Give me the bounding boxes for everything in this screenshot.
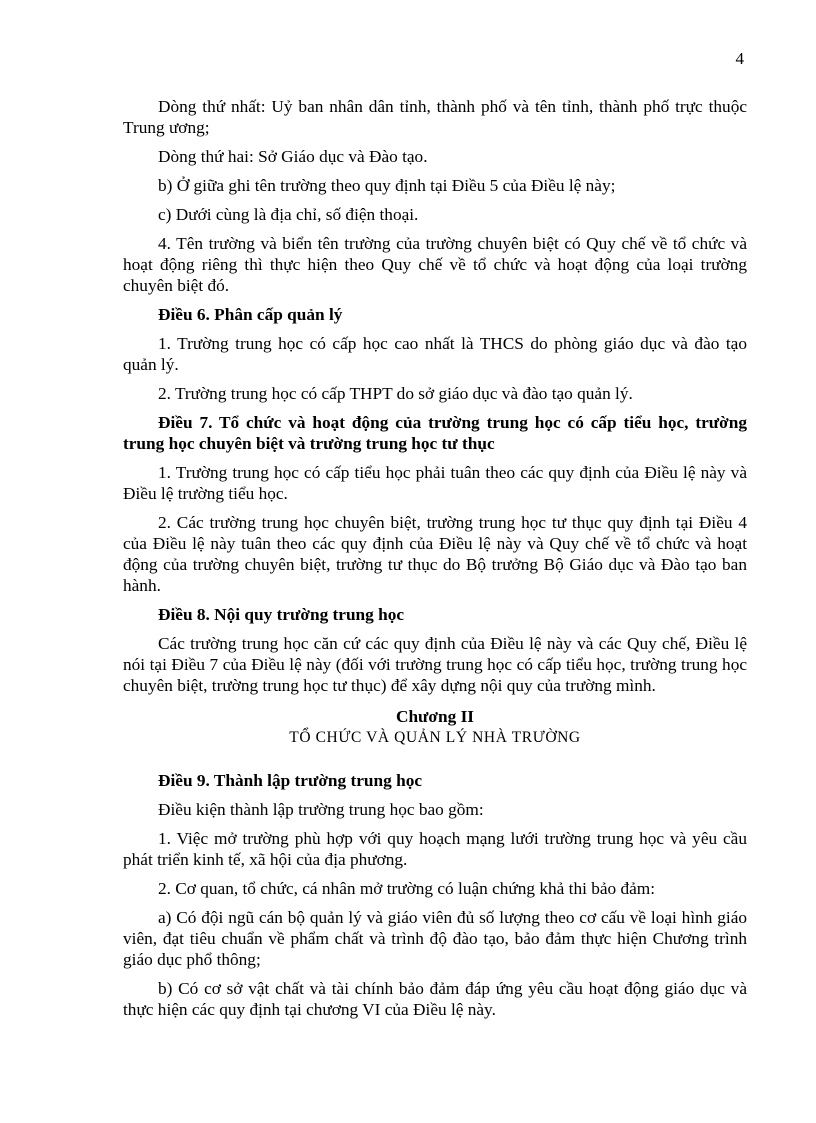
- paragraph: b) Ở giữa ghi tên trường theo quy định tại Điều 5 của Điều lệ này;: [158, 176, 616, 195]
- paragraph: 4. Tên trường và biển tên trường của trường chuyên biệt có Quy chế về tổ chức và hoạt động riêng thì thực hiện theo Quy chế về tổ chức và hoạt động của loại trường chuyên biệt đó.: [123, 234, 747, 295]
- paragraph: Dòng thứ hai: Sở Giáo dục và Đào tạo.: [158, 147, 428, 166]
- paragraph: 1. Việc mở trường phù hợp với quy hoạch mạng lưới trường trung học và yêu cầu phát triển kinh tế, xã hội của địa phương.: [123, 829, 747, 869]
- paragraph: 2. Cơ quan, tổ chức, cá nhân mở trường có luận chứng khả thi bảo đảm:: [158, 879, 656, 898]
- paragraph: c) Dưới cùng là địa chỉ, số điện thoại.: [158, 205, 419, 224]
- paragraph: b) Có cơ sở vật chất và tài chính bảo đảm đáp ứng yêu cầu hoạt động giáo dục và thực hiện các quy định tại chương VI của Điều lệ này.: [123, 979, 747, 1019]
- paragraph: 2. Trường trung học có cấp THPT do sở giáo dục và đào tạo quản lý.: [158, 384, 633, 403]
- paragraph: 2. Các trường trung học chuyên biệt, trường trung học tư thục quy định tại Điều 4 của Điều lệ này tuân theo các quy định của Điều lệ này và Quy chế về tổ chức và hoạt động của trường chuyên biệt, trường tư thục do Bộ trưởng Bộ Giáo dục và Đào tạo ban hành.: [123, 513, 747, 595]
- document-body: [123, 96, 747, 1028]
- paragraph: Các trường trung học căn cứ các quy định của Điều lệ này và các Quy chế, Điều lệ nói tại Điều 7 của Điều lệ này (đối với trường trung học có cấp tiểu học, trường trung học chuyên biệt, trường trung học tư thục) để xây dựng nội quy của trường mình.: [123, 634, 747, 695]
- article-heading: Điều 8. Nội quy trường trung học: [158, 605, 405, 624]
- chapter-title: Chương II: [395, 707, 475, 726]
- article-heading: Điều 7. Tổ chức và hoạt động của trường trung học có cấp tiểu học, trường trung học chuyên biệt và trường trung học tư thục: [123, 413, 747, 453]
- page-number: 4: [735, 49, 744, 68]
- paragraph: Dòng thứ nhất: Uỷ ban nhân dân tỉnh, thành phố và tên tỉnh, thành phố trực thuộc Trung ương;: [123, 97, 747, 137]
- paragraph: 1. Trường trung học có cấp học cao nhất là THCS do phòng giáo dục và đào tạo quản lý.: [123, 334, 747, 374]
- article-heading: Điều 6. Phân cấp quản lý: [158, 305, 343, 324]
- paragraph: Điều kiện thành lập trường trung học bao gồm:: [158, 800, 484, 819]
- paragraph: a) Có đội ngũ cán bộ quản lý và giáo viên đủ số lượng theo cơ cấu về loại hình giáo viên, đạt tiêu chuẩn về phẩm chất và trình độ đào tạo, bảo đảm thực hiện Chương trình giáo dục phổ thông;: [123, 908, 747, 969]
- paragraph: 1. Trường trung học có cấp tiểu học phải tuân theo các quy định của Điều lệ này và Điều lệ trường tiểu học.: [123, 463, 747, 503]
- article-heading: Điều 9. Thành lập trường trung học: [158, 771, 423, 790]
- chapter-subtitle: TỔ CHỨC VÀ QUẢN LÝ NHÀ TRƯỜNG: [289, 729, 581, 746]
